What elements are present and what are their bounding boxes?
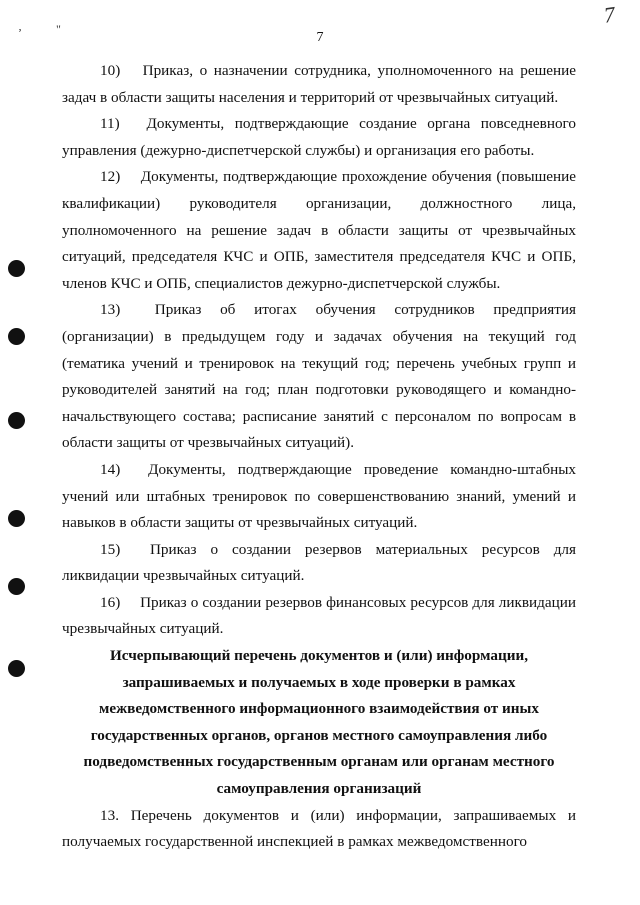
- item-number: 11): [100, 115, 120, 133]
- section-heading: Исчерпывающий перечень документов и (или) информации, запрашиваемых и получаемых в ходе проверки в рамках межведомственного информационного взаимодействия от иных государственных органов, органов местного самоуправления либо подведомственных государственным органам или органам местного самоуправления организаций: [83, 647, 555, 798]
- scan-mark: ʼ: [18, 26, 22, 40]
- item-text: Приказ об итогах обучения сотрудников предприятия (организации) в предыдущем году и задачах обучения на текущий год (тематика учений и тренировок на текущий год; перечень учебных групп и руководителей занятий на год; план подготовки руководящего и командно-начальствующего состава; расписание занятий с персоналом по вопросам в области защиты от чрезвычайных ситуаций).: [62, 301, 576, 452]
- punch-hole: [8, 328, 25, 345]
- punch-hole: [8, 510, 25, 527]
- punch-hole: [8, 578, 25, 595]
- list-item: [62, 164, 576, 297]
- item-text: Документы, подтверждающие создание органа повседневного управления (дежурно-диспетчерской службы) и организация его работы.: [62, 115, 577, 159]
- item-number: 14): [100, 460, 121, 478]
- document-body: [62, 58, 576, 856]
- item-text: Приказ о создании резервов финансовых ресурсов для ликвидации чрезвычайных ситуаций.: [62, 593, 576, 638]
- punch-hole: [8, 412, 25, 429]
- item-number: 10): [100, 62, 121, 79]
- item-number: 15): [100, 540, 121, 558]
- item-number: 16): [100, 593, 121, 611]
- item-text: Приказ о создании резервов материальных ресурсов для ликвидации чрезвычайных ситуаций.: [62, 540, 576, 585]
- list-item: [62, 457, 576, 537]
- list-item: [62, 537, 576, 590]
- punch-hole: [8, 660, 25, 677]
- page-number: 7: [316, 30, 324, 45]
- item-number: 12): [100, 168, 121, 186]
- list-item: [62, 58, 576, 111]
- scan-mark: ": [56, 22, 61, 36]
- item-text: Приказ, о назначении сотрудника, уполномоченного на решение задач в области защиты населения и территорий от чрезвычайных ситуаций.: [62, 62, 576, 106]
- item-number: 13): [100, 301, 121, 319]
- punch-hole: [8, 260, 25, 277]
- list-item: [62, 297, 576, 457]
- handwritten-page-mark: 7: [602, 1, 617, 28]
- list-item: [62, 111, 576, 164]
- item-text: Документы, подтверждающие прохождение обучения (повышение квалификации) руководителя организации, должностного лица, уполномоченного на решение задач в области защиты от чрезвычайных ситуаций, председателя КЧС и ОПБ, заместителя председателя КЧС и ОПБ, членов КЧС и ОПБ, специалистов дежурно-диспетчерской службы.: [62, 168, 577, 292]
- section-paragraph: 13. Перечень документов и (или) информации, запрашиваемых и получаемых государственной инспекцией в рамках межведомственного: [62, 806, 576, 851]
- item-text: Документы, подтверждающие проведение командно-штабных учений или штабных тренировок по совершенствованию знаний, умений и навыков в области защиты от чрезвычайных ситуаций.: [62, 460, 577, 532]
- list-item: [62, 590, 576, 643]
